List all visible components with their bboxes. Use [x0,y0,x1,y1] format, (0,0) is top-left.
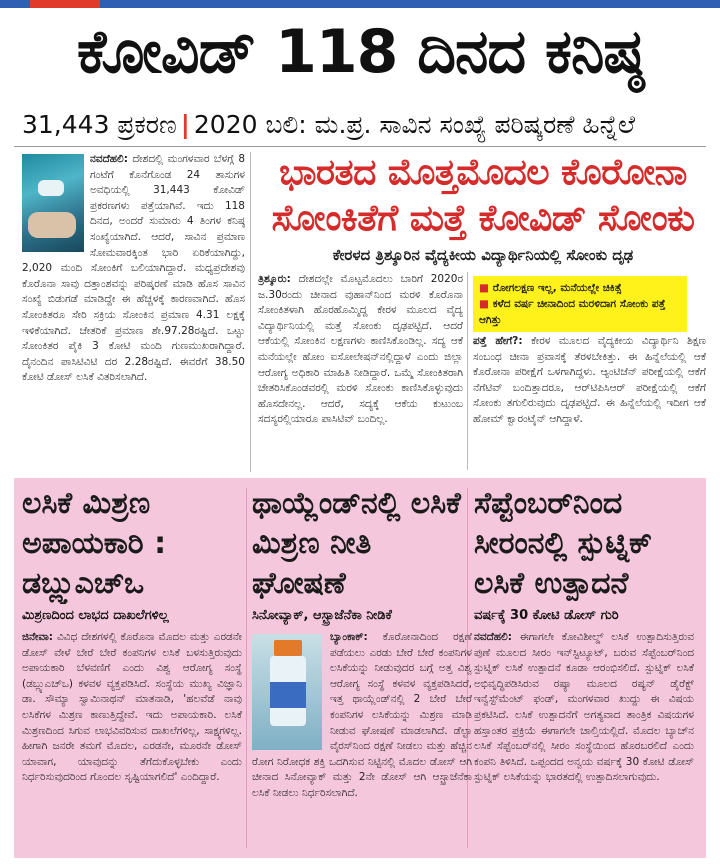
sputnik-headline: ಸೆಪ್ಟೆಂಬರ್‌ನಿಂದ ಸೀರಂನಲ್ಲಿ ಸ್ಪುಟ್ನಿಕ್ ಲಸಿಕೆ ಉತ್ಪಾದನೆ [474,486,653,601]
main-story-subheadline: ಕೇರಳದ ತ್ರಿಶ್ಶೂರಿನ ವೈದ್ಯಕೀಯ ವಿದ್ಯಾರ್ಥಿನಿಯಲ್ಲಿ ಸೋಂಕು ದೃಢ [332,246,634,264]
who-dateline: ಜಿನೇವಾ: [22,631,53,643]
sub-headline [22,108,712,142]
bullet-icon: ■ [479,282,489,294]
main-headline: ಕೋವಿಡ್ 118 ದಿನದ ಕನಿಷ್ಠ [76,17,644,87]
death-note: 2020 ಬಲಿ: ಮ.ಪ್ರ. ಸಾವಿನ ಸಂಖ್ಯೆ ಪರಿಷ್ಕರಣೆ ಹಿನ್ನೆಲೆ [193,110,636,139]
sidebar-label: ಪತ್ತೆ ಹೇಗೆ?: [473,335,523,347]
masthead-strip [0,0,720,8]
thailand-kicker: ಸಿನೋವ್ಯಾಕ್, ಆಸ್ಟ್ರಾಜೆನೆಕಾ ನೀಡಿಕೆ [252,608,392,623]
who-body [22,630,242,865]
who-kicker: ಮಿಶ್ರಣದಿಂದ ಲಾಭದ ದಾಖಲೆಗಳಿಲ್ಲ [22,608,169,623]
story-sputnik [474,478,694,858]
main-story-headline-line1: ಭಾರತದ ಮೊತ್ತಮೊದಲ ಕೊರೋನಾ [279,152,687,193]
case-count: 31,443 ಪ್ರಕರಣ [22,110,177,139]
main-story-dateline: ತ್ರಿಶ್ಶೂರು: [258,273,291,285]
thailand-body [252,630,472,865]
divider [14,146,706,147]
main-story-text: ದೇಶದಲ್ಲೇ ಮೊಟ್ಟಮೊದಲು ಬಾರಿಗೆ 2020ರ ಜ.30ರಂದು ಚೀನಾದ ವುಹಾನ್‌ನಿಂದ ಮರಳಿ ಕೊರೊನಾ ಸೋಂಕಿತಳಾಗಿ ಹೊರಹೊಮ್ಮಿದ್ದ ಕೇರಳ ಮೂಲದ ವೈದ್ಯ ವಿದ್ಯಾರ್ಥಿನಿಯಲ್ಲಿ ಮತ್ತೆ ಸೋಂಕು ದೃಢಪಟ್ಟಿದೆ. ಆದರೆ ಆಕೆಯಲ್ಲಿ ಸೋಂಕಿನ ಲಕ್ಷಣಗಳು ಕಾಣಿಸಿಕೊಂಡಿಲ್ಲ. ಸದ್ಯ ಆಕೆ ಮನೆಯಲ್ಲೇ ಹೋಂ ಐಸೋಲೇಷನ್‌ನಲ್ಲಿದ್ದಾಳೆ ಎಂದು ಜಿಲ್ಲಾ ಆರೋಗ್ಯ ಅಧಿಕಾರಿ ಮಾಹಿತಿ ನೀಡಿದ್ದಾರೆ. ಒಮ್ಮೆ ಸೋಂಕಿತರಾಗಿ ಚೇತರಿಸಿಕೊಂಡವರಲ್ಲಿ ಮರಳಿ ಸೋಂಕು ಕಾಣಿಸಿಕೊಳ್ಳುವುದು ಹೊಸದೇನಲ್ಲ. ಆದರೆ, ಸದ್ಯಕ್ಕೆ ಆಕೆಯ ಕುಟುಂಬ ಸದಸ್ಯರಲ್ಲಿಯಾರೂ ಪಾಸಿಟಿವ್ ಬಂದಿಲ್ಲ. [258,273,463,426]
thailand-text: ಕೊರೋನಾದಿಂದ ರಕ್ಷಣೆ ಪಡೆಯಲು ಎರಡು ಬೇರೆ ಬೇರೆ ಕಂಪನಿಗಳ ಲಸಿಕೆಯನ್ನು ನೀಡುವುದರ ಬಗ್ಗೆ ಅತ್ತ ವಿಶ್ವ ಆರೋಗ್ಯ ಸಂಸ್ಥೆ ಕಳವಳ ವ್ಯಕ್ತಪಡಿಸಿದರೆ, ಇತ್ತ ಥಾಯ್ಲೆಂಡ್‌ನಲ್ಲಿ 2 ಬೇರೆ ಬೇರೆ ಕಂಪನಿಗಳ ಲಸಿಕೆಯನ್ನು ಮಿಶ್ರಣ ಮಾಡಿ ನೀಡುವ ಘೋಷಣೆ ಮಾಡಲಾಗಿದೆ. ಡೆಲ್ಟಾ ವೈರಸ್‌ನಿಂದ ರಕ್ಷಣೆ ನೀಡಲು ಮತ್ತು ಹೆಚ್ಚಿನ ರೋಗ ನಿರೋಧಕ ಶಕ್ತಿ ಒದಗಿಸುವ ನಿಟ್ಟಿನಲ್ಲಿ ಮೊದಲ ಡೋಸ್ ಆಗಿ ಚೀನಾದ ಸಿನೋವ್ಯಾಕ್ ಮತ್ತು 2ನೇ ಡೋಸ್ ಆಗಿ ಆಸ್ಟ್ರಾಜೆನೆಕಾ ಲಸಿಕೆ ನೀಡಲು ನಿರ್ಧರಿಸಲಾಗಿದೆ. [252,631,472,799]
left-story-text: ದೇಶದಲ್ಲಿ ಮಂಗಳವಾರ ಬೆಳಗ್ಗೆ 8 ಗಂಟೆಗೆ ಕೊನೆಗೊಂಡ 24 ತಾಸುಗಳ ಅವಧಿಯಲ್ಲಿ 31,443 ಕೋವಿಡ್ ಪ್ರಕರಣಗಳು ಪತ್ತೆಯಾಗಿವೆ. ಇದು 118 ದಿನದ, ಅಂದರೆ ಸುಮಾರು 4 ತಿಂಗಳ ಕನಿಷ್ಠ ಸಂಖ್ಯೆಯಾಗಿದೆ. ಆದರೆ, ಸಾವಿನ ಪ್ರಮಾಣ ಸೋಮವಾರಕ್ಕಿಂತ ಭಾರಿ ಏರಿಕೆಯಾಗಿದ್ದು, 2,020 ಮಂದಿ ಸೋಂಕಿಗೆ ಬಲಿಯಾಗಿದ್ದಾರೆ. ಮಧ್ಯಪ್ರದೇಶವು ಕೊರೊನಾ ಸಾವು ದತ್ತಾಂಶವನ್ನು ಪರಿಷ್ಕರಣೆ ಮಾಡಿ ಹೊಸ ಸಾವಿನ ಸಂಖ್ಯೆ ಬಿಡುಗಡೆ ಮಾಡಿದ್ದೇ ಈ ಹೆಚ್ಚಳಕ್ಕೆ ಕಾರಣವಾಗಿದೆ. ಹೊಸ ಸೋಂಕಿತರೂ ಸೇರಿ ಸಕ್ರಿಯ ಸೋಂಕಿನ ಪ್ರಮಾಣ 4.31 ಲಕ್ಷಕ್ಕೆ ಇಳಿಕೆಯಾಗಿದೆ. ಚೇತರಿಕೆ ಪ್ರಮಾಣ ಶೇ.97.28ರಷ್ಟಿದೆ. ಒಟ್ಟು ಸೋಂಕಿತರ ಪೈಕಿ 3 ಕೋಟಿ ಮಂದಿ ಗುಣಮುಖರಾಗಿದ್ದಾರೆ. ದೈನಂದಿನ ಪಾಸಿಟಿವಿಟಿ ದರ 2.28ರಷ್ಟಿದೆ. ಈವರೆಗೆ 38.50 ಕೋಟಿ ಡೋಸ್ ಲಸಿಕೆ ವಿತರಿಸಲಾಗಿದೆ. [22,153,245,384]
sputnik-body [474,630,694,865]
subhead-separator: | [180,110,190,139]
sidebar-text: ಕೇರಳ ಮೂಲದ ವೈದ್ಯಕೀಯ ವಿದ್ಯಾರ್ಥಿನಿ ಶಿಕ್ಷಣ ಸಂಬಂಧ ಚೀನಾ ಪ್ರವಾಸಕ್ಕೆ ತೆರಳಬೇಕಿತ್ತು. ಈ ಹಿನ್ನೆಲೆಯಲ್ಲಿ ಆಕೆ ಕೊರೋನಾ ಪರೀಕ್ಷೆಗೆ ಒಳಗಾಗಿದ್ದಳು. ಆ್ಯಂಟಿಜೆನ್ ಪರೀಕ್ಷೆಯಲ್ಲಿ ಆಕೆಗೆ ನೆಗೆಟಿವ್ ಬಂದಿತ್ತಾದರೂ, ಆರ್‌ಟಿಪಿಸಿಆರ್ ಪರೀಕ್ಷೆಯಲ್ಲಿ ಆಕೆಗೆ ಸೋಂಕು ತಗುಲಿರುವುದು ದೃಢಪಟ್ಟಿದೆ. ಈ ಹಿನ್ನೆಲೆಯಲ್ಲಿ ಇದೀಗ ಆಕೆ ಹೋಮ್ ಕ್ವಾರಂಟೈನ್ ಆಗಿದ್ದಾಳೆ. [473,335,706,425]
main-story-body [258,272,463,470]
who-text: ವಿವಿಧ ದೇಶಗಳಲ್ಲಿ ಕೊರೊನಾ ಮೊದಲ ಮತ್ತು ಎರಡನೇ ಡೋಸ್ ವೇಳೆ ಬೇರೆ ಬೇರೆ ಕಂಪನಿಗಳ ಲಸಿಕೆ ಬಳಸುತ್ತಿರುವುದು ಅಪಾಯಕಾರಿ ಬೆಳವಣಿಗೆ ಎಂದು ವಿಶ್ವ ಆರೋಗ್ಯ ಸಂಸ್ಥೆ (ಡಬ್ಲ್ಯುಎಚ್‌ಒ) ಕಳವಳ ವ್ಯಕ್ತಪಡಿಸಿದೆ. ಸಂಸ್ಥೆಯ ಮುಖ್ಯ ವಿಜ್ಞಾನಿ ಡಾ. ಸೌಮ್ಯಾ ಸ್ವಾಮಿನಾಥನ್ ಮಾತನಾಡಿ, 'ಹಲವೆಡೆ ನಾವು ಲಸಿಕೆಗಳ ಮಿಶ್ರಣ ಕಾಣುತ್ತಿದ್ದೇವೆ. ಇದು ಅಪಾಯಕಾರಿ. ಲಸಿಕೆ ಮಿಶ್ರಣದಿಂದ ಸಿಗುವ ಲಾಭವಿವರಿಸುವ ದಾಖಲೆಗಳಿಲ್ಲ, ಸಾಕ್ಷ್ಯಗಳಿಲ್ಲ. ಹೀಗಾಗಿ ಜನರೇ ತಮಗೆ ಮೊದಲ, ಎರಡನೇ, ಮೂರನೇ ಡೋಸ್ ಯಾವಾಗ, ಯಾವುದನ್ನು ತೆಗೆದುಕೊಳ್ಳಬೇಕು ಎಂದು ನಿರ್ಧರಿಸುವುದರಿಂದ ಗೊಂದಲ ಸೃಷ್ಟಿಯಾಗಲಿದೆ' ಎಂದಿದ್ದಾರೆ. [22,631,242,784]
main-story-headline-line2: ಸೋಂಕಿತೆಗೆ ಮತ್ತೆ ಕೋವಿಡ್ ಸೋಂಕು [271,198,695,239]
highlight-item: ■ ಕಳೆದ ವರ್ಷ ಚೀನಾದಿಂದ ಮರಳಿದಾಗ ಸೋಂಕು ಪತ್ತೆ ಆಗಿತ್ತು [479,298,666,326]
thailand-dateline: ಬ್ಯಾಂಕಾಕ್: [330,631,368,643]
column-divider [250,152,251,472]
column-divider [467,272,468,470]
health-worker-photo [22,154,84,252]
main-story-sidebar [473,334,706,470]
highlight-item: ■ ರೋಗಲಕ್ಷಣ ಇಲ್ಲ, ಮನೆಯಲ್ಲೇ ಚಿಕಿತ್ಸೆ [479,282,622,294]
face-mask-shape [38,180,64,196]
sputnik-kicker: ವರ್ಷಕ್ಕೆ 30 ಕೋಟಿ ಡೋಸ್ ಗುರಿ [474,608,619,623]
story-who [22,478,242,858]
left-story-dateline: ನವದೆಹಲಿ: [90,153,128,165]
highlights-box [473,276,687,332]
story-thailand [252,478,472,858]
column-divider [246,488,247,848]
thailand-headline: ಥಾಯ್ಲೆಂಡ್‌ನಲ್ಲಿ ಲಸಿಕೆ ಮಿಶ್ರಣ ನೀತಿ ಘೋಷಣೆ [252,486,461,601]
left-story [22,152,245,472]
arm-shape [28,212,76,238]
sputnik-dateline: ನವದೆಹಲಿ: [474,631,512,643]
section-tag [30,0,100,8]
main-story-headline [258,150,708,242]
who-headline: ಲಸಿಕೆ ಮಿಶ್ರಣ ಅಪಾಯಕಾರಿ : ಡಬ್ಲ್ಯುಎಚ್‌ಒ [22,486,167,601]
bullet-icon: ■ [479,298,489,310]
vial-cap-shape [274,640,302,656]
sputnik-text: ಈಗಾಗಲೇ ಕೋವಿಶೀಲ್ಡ್ ಲಸಿಕೆ ಉತ್ಪಾದಿಸುತ್ತಿರುವ ಪುಣೆ ಮೂಲದ ಸೀರಂ ಇನ್‌ಸ್ಟಿಟ್ಯೂಟ್, ಬರುವ ಸೆಪ್ಟೆಂಬರ್‌ನಿಂದ ಸ್ಪುಟ್ನಿಕ್ ಲಸಿಕೆ ಉತ್ಪಾದನೆ ಕೂಡಾ ಆರಂಭಿಸಲಿದೆ. ಸ್ಪುಟ್ನಿಕ್ ಲಸಿಕೆ ಅಭಿವೃದ್ಧಿಪಡಿಸಿರುವ ರಷ್ಯಾ ಮೂಲದ ರಷ್ಯನ್ ಡೈರೆಕ್ಟ್ ಇನ್ವೆಸ್ಟ್‌ಮೆಂಟ್ ಫಂಡ್, ಮಂಗಳವಾರ ಖುದ್ದು ಈ ವಿಷಯ ಪ್ರಕಟಿಸಿದೆ. ಲಸಿಕೆ ಉತ್ಪಾದನೆಗೆ ಅಗತ್ಯವಾದ ತಾಂತ್ರಿಕ ವಿಷಯಗಳ ಹಸ್ತಾಂತರ ಪ್ರಕ್ರಿಯೆ ಈಗಾಗಲೇ ಚಾಲ್ತಿಯಲ್ಲಿದೆ. ಮೊದಲ ಬ್ಯಾಚ್‌ನ ಲಸಿಕೆ ಸೆಪ್ಟೆಂಬರ್‌ನಲ್ಲಿ ಸೀರಂ ಸಂಸ್ಥೆಯಿಂದ ಹೊರಬರಲಿದೆ ಎಂದು ಕಂಪನಿ ತಿಳಿಸಿದೆ. ಒಪ್ಪಂದದ ಅನ್ವಯ ವರ್ಷಕ್ಕೆ 30 ಕೋಟಿ ಡೋಸ್ ಸ್ಪುಟ್ನಿಕ್ ಲಸಿಕೆಯನ್ನು ಭಾರತದಲ್ಲಿ ಉತ್ಪಾದಿಸಲಾಗುವುದು. [474,631,694,784]
vaccine-vial-photo [252,634,322,750]
vial-label-shape [270,682,306,708]
